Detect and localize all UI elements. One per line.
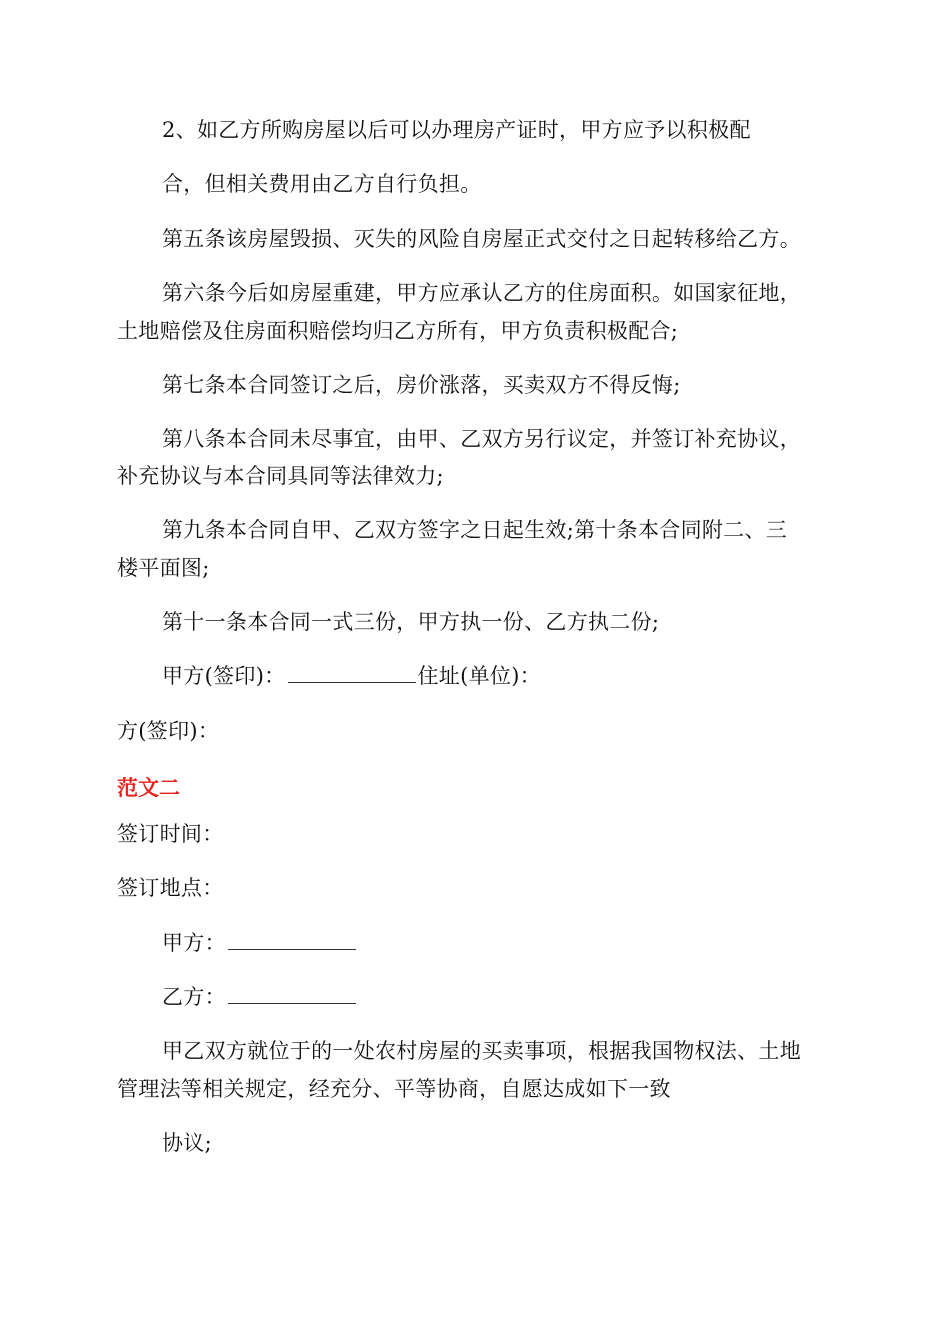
clause-5: 第五条该房屋毁损、灭失的风险自房屋正式交付之日起转移给乙方。 (162, 227, 801, 251)
clause-9-line-2: 楼平面图; (117, 556, 210, 580)
section-heading: 范文二 (117, 776, 180, 800)
agreement-intro-line-2: 管理法等相关规定，经充分、平等协商，自愿达成如下一致 (117, 1077, 671, 1101)
party-a-blank[interactable] (228, 931, 356, 950)
party-b-line (162, 983, 358, 1011)
clause-7: 第七条本合同签订之后，房价涨落，买卖双方不得反悔; (162, 373, 681, 397)
clause-4-item-2-line-1: 2、如乙方所购房屋以后可以办理房产证时，甲方应予以积极配 (162, 118, 751, 142)
clause-6-line-1: 第六条今后如房屋重建，甲方应承认乙方的住房面积。如国家征地， (162, 281, 801, 305)
signature-line-party-a (162, 662, 541, 690)
agreement-intro-line-1: 甲乙双方就位于的一处农村房屋的买卖事项，根据我国物权法、土地 (162, 1039, 801, 1063)
party-a-label: 甲方： (162, 931, 226, 955)
clause-8-line-2: 补充协议与本合同具同等法律效力; (117, 464, 444, 488)
party-b-blank[interactable] (228, 985, 356, 1004)
party-a-sign-label: 甲方(签印)： (162, 664, 286, 688)
clause-8-line-1: 第八条本合同未尽事宜，由甲、乙双方另行议定，并签订补充协议， (162, 427, 801, 451)
sign-time-label: 签订时间： (117, 822, 224, 846)
sign-place-label: 签订地点： (117, 876, 224, 900)
clause-4-item-2-line-2: 合，但相关费用由乙方自行负担。 (162, 172, 482, 196)
party-a-sign-blank[interactable] (288, 664, 416, 683)
clause-9-line-1: 第九条本合同自甲、乙双方签字之日起生效;第十条本合同附二、三 (162, 518, 788, 542)
clause-6-line-2: 土地赔偿及住房面积赔偿均归乙方所有，甲方负责积极配合; (117, 319, 679, 343)
address-label: 住址(单位)： (417, 664, 541, 688)
party-a-line (162, 929, 358, 957)
agreement-intro-line-3: 协议; (162, 1131, 212, 1155)
clause-11: 第十一条本合同一式三份，甲方执一份、乙方执二份; (162, 610, 660, 634)
party-b-sign-label: 方(签印)： (117, 719, 220, 743)
party-b-label: 乙方： (162, 985, 226, 1009)
